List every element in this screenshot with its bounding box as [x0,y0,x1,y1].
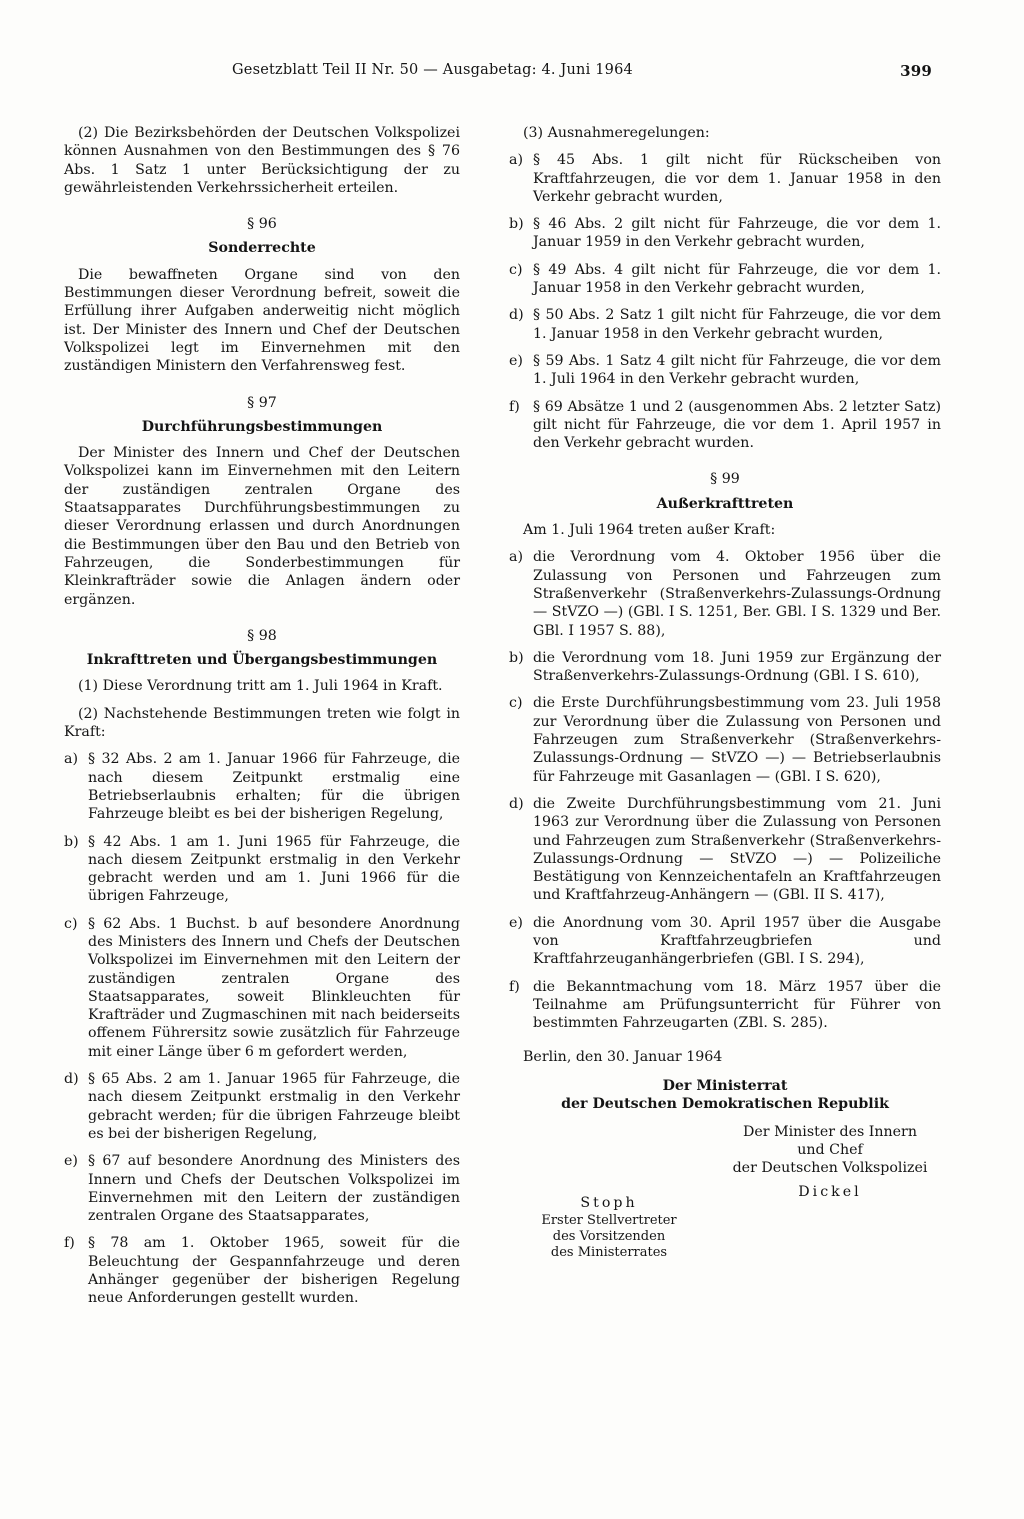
item-label: e) [509,914,523,931]
page-header [232,62,932,78]
item-text: § 32 Abs. 2 am 1. Januar 1966 für Fahrzeuge, die nach diesem Zeitpunkt erstmalig eine Betriebserlaubnis erhalten; für die übrigen Fahrzeuge bleibt es bei der bisherigen Regelung, [88,751,460,823]
item-label: f) [509,398,520,415]
item-label: a) [509,549,523,566]
item-label: c) [509,261,523,278]
item-text: § 50 Abs. 2 Satz 1 gilt nicht für Fahrzeuge, die vor dem 1. Januar 1958 in den Verkehr gebracht wurden, [533,307,941,342]
council-line-1: Der Ministerrat [662,1077,788,1094]
section-98-title: Inkrafttreten und Übergangsbestimmungen [86,652,438,669]
item-text: § 46 Abs. 2 gilt nicht für Fahrzeuge, die vor dem 1. Januar 1959 in den Verkehr gebracht wurden, [533,216,941,251]
list-item [509,398,941,453]
section-97-number: § 97 [247,394,277,411]
item-text: die Bekanntmachung vom 18. März 1957 über die Teilnahme am Prüfungsunterricht für Führer von bestimmten Fahrzeugarten (ZBl. S. 285). [533,978,941,1032]
item-text: § 42 Abs. 1 am 1. Juni 1965 für Fahrzeuge, die nach diesem Zeitpunkt erstmalig in den Verkehr gebracht werden und am 1. Juni 1966 für die übrigen Fahrzeuge, [88,833,460,905]
item-label: a) [509,152,523,169]
list-item [509,795,941,905]
item-label: b) [509,649,524,666]
list-item [509,914,941,969]
section-96-title: Sonderrechte [208,240,316,257]
list-item [64,915,460,1061]
place-date: Berlin, den 30. Januar 1964 [523,1049,723,1066]
item-text: die Verordnung vom 18. Juni 1959 zur Ergänzung der Straßenverkehrs-Zulassungs-Ordnung (GBl. I S. 610), [533,649,941,685]
signatory-stoph: Stoph [580,1195,638,1212]
minister-title-line-2: und Chef [797,1142,863,1159]
list-item [509,306,941,343]
item-text: § 67 auf besondere Anordnung des Ministers des Innern und Chefs der Deutschen Volkspolizei im Einvernehmen mit den Leitern der zuständigen zentralen Organe des Staatsapparates, [88,1153,460,1225]
council-line-2: der Deutschen Demokratischen Republik [561,1096,889,1113]
minister-title-line-1: Der Minister des Innern [743,1124,917,1141]
left-column [64,124,460,1317]
list-item [509,261,941,298]
section-99-number: § 99 [710,471,740,488]
item-text: § 59 Abs. 1 Satz 4 gilt nicht für Fahrzeuge, die vor dem 1. Juli 1964 in den Verkehr gebracht wurden, [533,352,941,388]
list-item [509,548,941,639]
section-98-para-3: (3) Ausnahmeregelungen: [523,125,710,141]
list-item [64,1152,460,1225]
item-text: die Anordnung vom 30. April 1957 über die Ausgabe von Kraftfahrzeugbriefen und Kraftfahrzeuganhängerbriefen (GBl. I S. 294), [533,914,941,968]
header-title: Gesetzblatt Teil II Nr. 50 — Ausgabetag: 4. Juni 1964 [232,62,633,78]
item-label: c) [64,915,78,932]
item-text: § 62 Abs. 1 Buchst. b auf besondere Anordnung des Ministers des Innern und Chefs der Deutschen Volkspolizei im Einvernehmen mit den Leitern der zuständigen zentralen Organe des Staatsapparates, soweit Blinkleuchten für Krafträder und Zugmaschinen mit nach beiderseits offenem Führersitz sowie zusätzlich für Fahrzeuge mit einer Länge über 6 m gefordert werden, [88,915,460,1060]
item-label: b) [509,216,524,233]
list-item [509,978,941,1033]
paragraph-intro: (2) Die Bezirksbehörden der Deutschen Volkspolizei können Ausnahmen von den Bestimmungen des § 76 Abs. 1 Satz 1 unter Berücksichtigung der zu gewährleistenden Verkehrssicherheit erteilen. [64,125,460,196]
list-item [509,694,941,785]
stoph-role-line-1: Erster Stellvertreter [541,1213,677,1229]
item-text: die Erste Durchführungsbestimmung vom 23. Juli 1958 zur Verordnung über die Zulassung von Personen und Fahrzeugen zum Straßenverkehr (Straßenverkehrs-Zulassungs-Ordnung — StVZO —) — Betriebserlaubnis für Fahrzeuge mit Gasanlagen — (GBl. I S. 620), [533,695,941,785]
list-item [509,151,941,206]
section-96-text: Die bewaffneten Organe sind von den Bestimmungen dieser Verordnung befreit, soweit die Erfüllung ihrer Aufgaben anderweitig nicht möglich ist. Der Minister des Innern und Chef der Deutschen Volkspolizei legt im Einvernehmen mit den zuständigen Ministern den Verfahrensweg fest. [64,266,460,375]
stoph-role-line-2: des Vorsitzenden [552,1229,666,1245]
item-label: d) [509,307,524,324]
section-99-title: Außerkrafttreten [656,495,794,512]
section-98-number: § 98 [247,627,277,644]
item-text: § 45 Abs. 1 gilt nicht für Rückscheiben von Kraftfahrzeugen, die vor dem 1. Januar 1958 in den Verkehr gebracht wurden, [533,152,941,205]
section-97-title: Durchführungsbestimmungen [141,418,383,435]
minister-title-line-3: der Deutschen Volkspolizei [732,1160,928,1177]
item-label: d) [64,1071,79,1088]
item-label: e) [509,352,523,369]
item-label: b) [64,833,79,850]
item-label: f) [509,978,520,995]
list-item [509,649,941,686]
item-text: § 65 Abs. 2 am 1. Januar 1965 für Fahrzeuge, die nach diesem Zeitpunkt erstmalig in den Verkehr gebracht werden; für die übrigen Fahrzeuge bleibt es bei der bisherigen Regelung, [88,1071,460,1142]
list-item [64,1070,460,1143]
right-column [509,124,941,1273]
stoph-role-line-3: des Ministerrates [550,1245,668,1261]
list-item [64,1234,460,1307]
signatory-dickel: Dickel [798,1184,862,1201]
section-99-intro: Am 1. Juli 1964 treten außer Kraft: [523,522,776,539]
list-item [64,833,460,906]
item-text: § 78 am 1. Oktober 1965, soweit für die Beleuchtung der Gespannfahrzeuge und deren Anhänger gegenüber der bisherigen Regelung neue Anforderungen gestellt wurden. [88,1235,460,1307]
section-97-text: Der Minister des Innern und Chef der Deutschen Volkspolizei kann im Einvernehmen mit den Leitern der zuständigen zentralen Organe des Staatsapparates Durchführungsbestimmungen zu dieser Verordnung erlassen und durch Anordnungen die Bestimmungen über den Bau und den Betrieb von Fahrzeugen, die Sonderbestimmungen für Kleinkrafträder sowie die Anlagen ändern oder ergänzen. [64,445,460,608]
section-96-number: § 96 [247,216,277,233]
item-text: § 69 Absätze 1 und 2 (ausgenommen Abs. 2 letzter Satz) gilt nicht für Fahrzeuge, die vor dem 1. April 1957 in den Verkehr gebracht wurden. [533,398,941,452]
item-label: d) [509,795,524,812]
section-98-para-2: (2) Nachstehende Bestimmungen treten wie folgt in Kraft: [64,705,460,741]
item-text: die Zweite Durchführungsbestimmung vom 21. Juni 1963 zur Verordnung über die Zulassung von Personen und Fahrzeugen zum Straßenverkehr (Straßenverkehrs-Zulassungs-Ordnung — StVZO —) — Polizeiliche Bestätigung von Kennzeichentafeln an Kraftfahrzeugen und Kraftfahrzeug-Anhängern — (GBl. II S. 417), [533,795,941,904]
item-label: f) [64,1235,75,1252]
item-text: § 49 Abs. 4 gilt nicht für Fahrzeuge, die vor dem 1. Januar 1958 in den Verkehr gebracht wurden, [533,261,941,297]
signature-block [509,1113,941,1213]
section-98-para-1: (1) Diese Verordnung tritt am 1. Juli 1964 in Kraft. [78,678,443,695]
item-text: die Verordnung vom 4. Oktober 1956 über die Zulassung von Personen und Fahrzeugen zum Straßenverkehr (Straßenverkehrs-Zulassungs-Ordnung — StVZO —) (GBl. I S. 1251, Ber. GBl. I S. 1329 und Ber. GBl. I 1957 S. 88), [533,549,941,639]
item-label: e) [64,1153,78,1170]
page-number: 399 [900,62,932,80]
list-item [509,215,941,252]
list-item [64,750,460,823]
item-label: a) [64,751,78,768]
item-label: c) [509,695,523,712]
list-item [509,352,941,389]
